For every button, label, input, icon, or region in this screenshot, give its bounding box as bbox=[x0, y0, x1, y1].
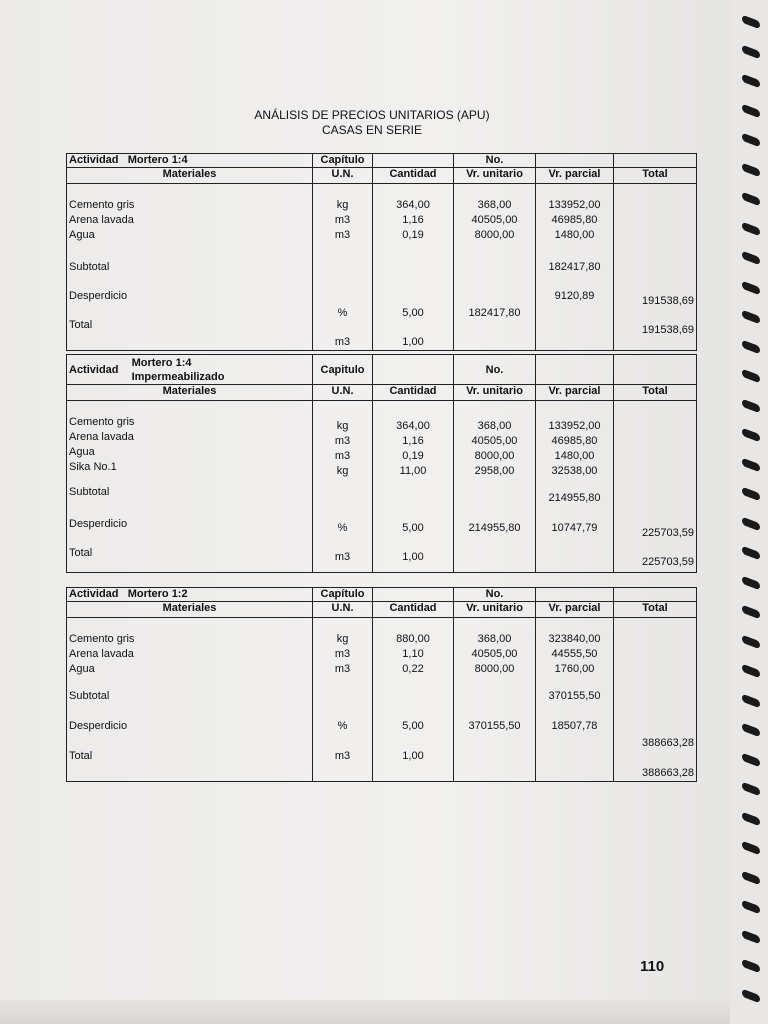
subtotal-label: Subtotal bbox=[69, 261, 110, 273]
binding-ring bbox=[742, 44, 760, 59]
materials-header: Materiales bbox=[67, 168, 313, 184]
binding-ring bbox=[742, 103, 760, 118]
unit-price-header: Vr. unitario bbox=[454, 602, 536, 618]
unit-header: U.N. bbox=[313, 385, 373, 401]
no-header: No. bbox=[454, 154, 536, 168]
waste-label: Desperdicio bbox=[69, 720, 128, 732]
binding-ring bbox=[742, 221, 760, 236]
binding-ring bbox=[742, 782, 760, 797]
binding-ring bbox=[742, 752, 760, 767]
total-header: Total bbox=[614, 602, 697, 618]
binding-ring bbox=[742, 162, 760, 177]
waste-label: Desperdicio bbox=[69, 290, 128, 302]
apu-table-mortero-1-4-impermeabilizado bbox=[66, 354, 697, 573]
total-column: 388663,28 388663,28 bbox=[614, 618, 697, 782]
materials-column bbox=[67, 618, 313, 782]
binding-ring bbox=[742, 398, 760, 413]
unit-price-header: Vr. unitario bbox=[454, 168, 536, 184]
binding-ring bbox=[742, 546, 760, 561]
quantity-header: Cantidad bbox=[373, 602, 454, 618]
unit-price-column: 368,00 40505,00 8000,00 182417,80 bbox=[454, 184, 536, 351]
activity-name: Mortero 1:2 bbox=[127, 588, 188, 600]
waste-label: Desperdicio bbox=[69, 518, 128, 530]
unit-header: U.N. bbox=[313, 168, 373, 184]
unit-price-column: 368,00 40505,00 8000,00 370155,50 bbox=[454, 618, 536, 782]
material-name: Cemento gris bbox=[69, 633, 135, 645]
unit-column: kg m3 m3 % m3 bbox=[313, 618, 373, 782]
total-column: 225703,59 225703,59 bbox=[614, 401, 697, 573]
material-name: Arena lavada bbox=[69, 648, 134, 660]
binding-ring bbox=[742, 310, 760, 325]
binding-ring bbox=[742, 369, 760, 384]
material-name: Arena lavada bbox=[69, 214, 134, 226]
binding-ring bbox=[742, 811, 760, 826]
partial-header: Vr. parcial bbox=[536, 602, 614, 618]
no-header: No. bbox=[454, 588, 536, 602]
total-header: Total bbox=[614, 385, 697, 401]
page-number: 110 bbox=[640, 958, 665, 975]
subtotal-label: Subtotal bbox=[69, 690, 110, 702]
binding-ring bbox=[742, 339, 760, 354]
materials-header: Materiales bbox=[67, 385, 313, 401]
materials-column bbox=[67, 184, 313, 351]
apu-table-mortero-1-2 bbox=[66, 587, 697, 782]
binding-ring bbox=[742, 959, 760, 974]
material-name: Cemento gris bbox=[69, 199, 135, 211]
spiral-binding bbox=[738, 0, 768, 1024]
chapter-header: Capitulo bbox=[313, 355, 373, 385]
material-name: Agua bbox=[69, 229, 95, 241]
binding-ring bbox=[742, 457, 760, 472]
total-column: 191538,69 191538,69 bbox=[614, 184, 697, 351]
no-header: No. bbox=[454, 355, 536, 385]
binding-ring bbox=[742, 870, 760, 885]
total-header: Total bbox=[614, 168, 697, 184]
unit-header: U.N. bbox=[313, 602, 373, 618]
binding-ring bbox=[742, 605, 760, 620]
quantity-header: Cantidad bbox=[373, 385, 454, 401]
unit-column: kg m3 m3 kg % m3 bbox=[313, 401, 373, 573]
binding-ring bbox=[742, 634, 760, 649]
unit-price-column: 368,00 40505,00 8000,00 2958,00 214955,80 bbox=[454, 401, 536, 573]
total-label: Total bbox=[69, 750, 93, 762]
quantity-column: 364,00 1,16 0,19 11,00 5,00 1,00 bbox=[373, 401, 454, 573]
chapter-header: Capítulo bbox=[313, 588, 373, 602]
page-bottom-shadow bbox=[0, 1000, 730, 1024]
activity-cell: Actividad Mortero 1:2 bbox=[67, 588, 313, 602]
apu-table-mortero-1-4 bbox=[66, 153, 697, 351]
binding-ring bbox=[742, 575, 760, 590]
binding-ring bbox=[742, 516, 760, 531]
binding-ring bbox=[742, 487, 760, 502]
materials-header: Materiales bbox=[67, 602, 313, 618]
binding-ring bbox=[742, 74, 760, 89]
total-label: Total bbox=[69, 319, 93, 331]
chapter-header: Capítulo bbox=[313, 154, 373, 168]
partial-column: 323840,00 44555,50 1760,00 370155,50 18507,78 bbox=[536, 618, 614, 782]
binding-ring bbox=[742, 900, 760, 915]
binding-ring bbox=[742, 428, 760, 443]
activity-name: Mortero 1:4 bbox=[131, 356, 192, 369]
partial-column: 133952,00 46985,80 1480,00 182417,80 9120,89 bbox=[536, 184, 614, 351]
document-title: ANÁLISIS DE PRECIOS UNITARIOS (APU) bbox=[254, 108, 490, 122]
activity-name-line2: Impermeabilizado bbox=[131, 370, 225, 383]
total-label: Total bbox=[69, 547, 93, 559]
quantity-column: 364,00 1,16 0,19 5,00 1,00 bbox=[373, 184, 454, 351]
unit-column: kg m3 m3 % m3 bbox=[313, 184, 373, 351]
activity-name: Mortero 1:4 bbox=[127, 154, 188, 166]
material-name: Cemento gris bbox=[69, 416, 135, 428]
material-name: Agua bbox=[69, 663, 95, 675]
partial-column: 133952,00 46985,80 1480,00 32538,00 214955,80 10747,79 bbox=[536, 401, 614, 573]
partial-header: Vr. parcial bbox=[536, 168, 614, 184]
binding-ring bbox=[742, 693, 760, 708]
binding-ring bbox=[742, 988, 760, 1003]
materials-column bbox=[67, 401, 313, 573]
binding-ring bbox=[742, 251, 760, 266]
binding-ring bbox=[742, 664, 760, 679]
binding-ring bbox=[742, 133, 760, 148]
material-name: Arena lavada bbox=[69, 431, 134, 443]
activity-cell: Actividad Mortero 1:4 bbox=[67, 154, 313, 168]
partial-header: Vr. parcial bbox=[536, 385, 614, 401]
material-name: Sika No.1 bbox=[69, 461, 117, 473]
binding-ring bbox=[742, 280, 760, 295]
binding-ring bbox=[742, 723, 760, 738]
unit-price-header: Vr. unitario bbox=[454, 385, 536, 401]
quantity-column: 880,00 1,10 0,22 5,00 1,00 bbox=[373, 618, 454, 782]
binding-ring bbox=[742, 841, 760, 856]
document-subtitle: CASAS EN SERIE bbox=[321, 123, 423, 137]
material-name: Agua bbox=[69, 446, 95, 458]
subtotal-label: Subtotal bbox=[69, 486, 110, 498]
quantity-header: Cantidad bbox=[373, 168, 454, 184]
binding-ring bbox=[742, 192, 760, 207]
binding-ring bbox=[742, 15, 760, 30]
binding-ring bbox=[742, 929, 760, 944]
activity-cell: Actividad Mortero 1:4 Impermeabilizado bbox=[67, 355, 313, 385]
